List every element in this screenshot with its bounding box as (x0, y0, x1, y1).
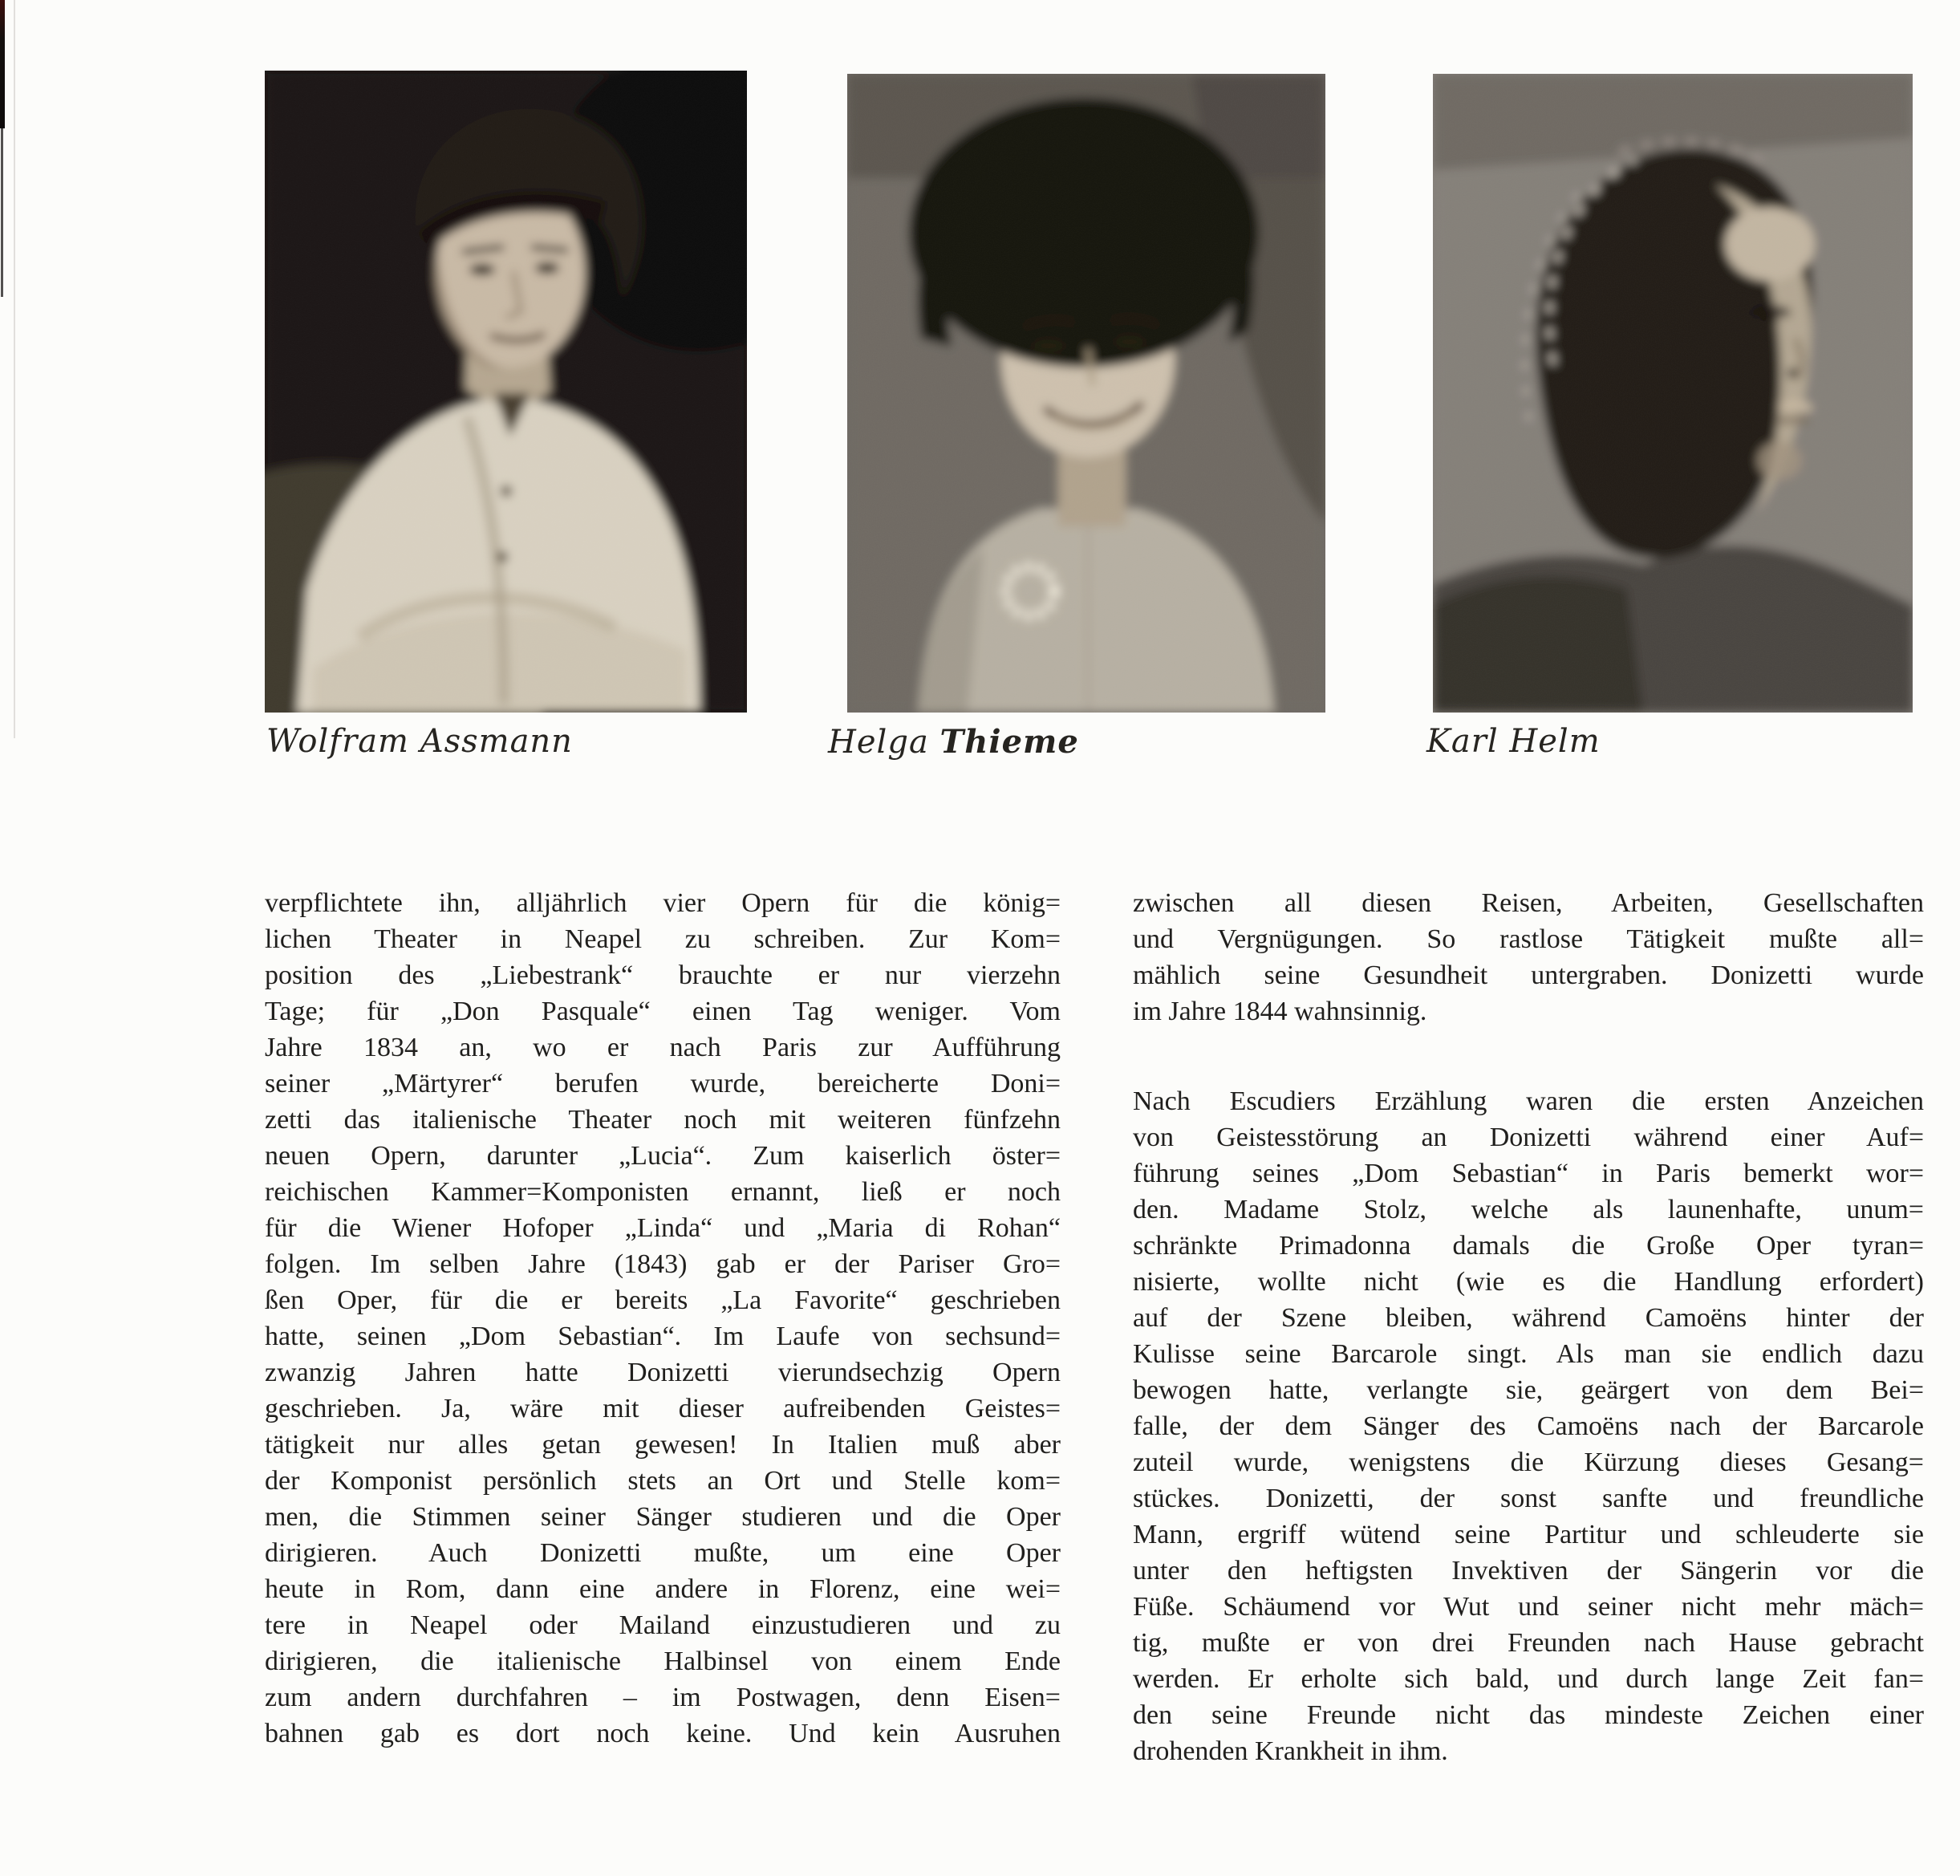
text-line: reichischen Kammer=Komponisten ernannt, ließ er noch (265, 1177, 1061, 1207)
photo-caption-karl-helm (1426, 723, 1601, 769)
caption-surname: Thieme (939, 723, 1079, 761)
text-line: schränkte Primadonna damals die Große Oper tyran= (1133, 1231, 1924, 1261)
portrait-photo-wolfram-assmann-image (265, 71, 747, 713)
text-line: neuen Opern, darunter „Lucia“. Zum kaiserlich öster= (265, 1141, 1061, 1171)
photo-caption-helga-thieme (828, 723, 1079, 769)
text-line: nisierte, wollte nicht (wie es die Handlung erfordert) (1133, 1267, 1924, 1297)
text-line: ßen Oper, für die er bereits „La Favorite“ geschrieben (265, 1285, 1061, 1315)
text-line: falle, der dem Sänger des Camoëns nach der Barcarole (1133, 1411, 1924, 1441)
text-line: tig, mußte er von drei Freunden nach Hause gebracht (1133, 1628, 1924, 1658)
text-line: men, die Stimmen seiner Sänger studieren und die Oper (265, 1502, 1061, 1532)
caption-surname: Assmann (420, 723, 573, 760)
text-line: den seine Freunde nicht das mindeste Zeichen einer (1133, 1700, 1924, 1730)
text-column-right (1133, 885, 1924, 1769)
text-line: bewogen hatte, verlangte sie, geärgert von dem Bei= (1133, 1375, 1924, 1405)
text-line: bahnen gab es dort noch keine. Und kein Ausruhen (265, 1719, 1061, 1748)
text-line: der Komponist persönlich stets an Ort und Stelle kom= (265, 1466, 1061, 1496)
portrait-photo-wolfram-assmann (265, 71, 747, 713)
text-line: dirigieren. Auch Donizetti mußte, um eine Oper (265, 1538, 1061, 1568)
portrait-photo-karl-helm-image (1433, 74, 1913, 713)
text-line: zuteil wurde, wenigstens die Kürzung dieses Gesang= (1133, 1448, 1924, 1477)
text-line: den. Madame Stolz, welche als launenhafte, unum= (1133, 1195, 1924, 1224)
text-line: Mann, ergriff wütend seine Partitur und schleuderte sie (1133, 1520, 1924, 1549)
caption-given-name: Karl (1426, 723, 1499, 760)
text-line: Tage; für „Don Pasquale“ einen Tag weniger. Vom (265, 997, 1061, 1026)
paragraph (1133, 1083, 1924, 1769)
text-line: tere in Neapel oder Mailand einzustudieren und zu (265, 1610, 1061, 1640)
portrait-photo-helga-thieme (847, 74, 1325, 713)
text-line: auf der Szene bleiben, während Camoëns hinter der (1133, 1303, 1924, 1333)
text-line: Nach Escudiers Erzählung waren die ersten Anzeichen (1133, 1086, 1924, 1116)
text-line: zetti das italienische Theater noch mit weiteren fünfzehn (265, 1105, 1061, 1135)
text-line: für die Wiener Hofoper „Linda“ und „Maria di Rohan“ (265, 1213, 1061, 1243)
text-line: führung seines „Dom Sebastian“ in Paris bemerkt wor= (1133, 1159, 1924, 1188)
caption-given-name: Helga (828, 724, 929, 761)
caption-given-name: Wolfram (266, 723, 409, 760)
text-line: Füße. Schäumend vor Wut und seiner nicht mehr mäch= (1133, 1592, 1924, 1622)
text-line: von Geistesstörung an Donizetti während einer Auf= (1133, 1123, 1924, 1152)
text-line: seiner „Märtyrer“ berufen wurde, bereicherte Doni= (265, 1069, 1061, 1098)
text-line: position des „Liebestrank“ brauchte er nur vierzehn (265, 960, 1061, 990)
text-line: im Jahre 1844 wahnsinnig. (1133, 997, 1427, 1026)
scan-edge-artifact (1, 128, 3, 297)
text-line: hatte, seinen „Dom Sebastian“. Im Laufe von sechsund= (265, 1322, 1061, 1351)
caption-surname: Helm (1509, 723, 1601, 760)
text-line: Kulisse seine Barcarole singt. Als man sie endlich dazu (1133, 1339, 1924, 1369)
text-line: stückes. Donizetti, der sonst sanfte und freundliche (1133, 1484, 1924, 1513)
text-line: heute in Rom, dann eine andere in Florenz, eine wei= (265, 1574, 1061, 1604)
text-column-left (265, 885, 1061, 1752)
text-line: zum andern durchfahren – im Postwagen, denn Eisen= (265, 1683, 1061, 1712)
text-line: tätigkeit nur alles getan gewesen! In Italien muß aber (265, 1430, 1061, 1460)
text-line: drohenden Krankheit in ihm. (1133, 1736, 1448, 1766)
text-line: folgen. Im selben Jahre (1843) gab er der Pariser Gro= (265, 1249, 1061, 1279)
text-line: geschrieben. Ja, wäre mit dieser aufreibenden Geistes= (265, 1394, 1061, 1423)
scan-edge-artifact (14, 0, 15, 738)
text-line: zwanzig Jahren hatte Donizetti vierundsechzig Opern (265, 1358, 1061, 1387)
text-line: und Vergnügungen. So rastlose Tätigkeit mußte all= (1133, 924, 1924, 954)
paragraph (1133, 885, 1924, 1029)
paragraph (265, 885, 1061, 1752)
text-line: werden. Er erholte sich bald, und durch lange Zeit fan= (1133, 1664, 1924, 1694)
photo-caption-wolfram-assmann (266, 723, 573, 769)
portrait-photo-karl-helm (1433, 74, 1913, 713)
scan-edge-artifact (0, 0, 5, 128)
portrait-photo-helga-thieme-image (847, 74, 1325, 713)
text-line: lichen Theater in Neapel zu schreiben. Zur Kom= (265, 924, 1061, 954)
text-line: unter den heftigsten Invektiven der Sängerin vor die (1133, 1556, 1924, 1586)
text-line: Jahre 1834 an, wo er nach Paris zur Aufführung (265, 1033, 1061, 1062)
text-line: dirigieren, die italienische Halbinsel von einem Ende (265, 1647, 1061, 1676)
text-line: zwischen all diesen Reisen, Arbeiten, Gesellschaften (1133, 888, 1924, 918)
text-line: mählich seine Gesundheit untergraben. Donizetti wurde (1133, 960, 1924, 990)
text-line: verpflichtete ihn, alljährlich vier Opern für die könig= (265, 888, 1061, 918)
